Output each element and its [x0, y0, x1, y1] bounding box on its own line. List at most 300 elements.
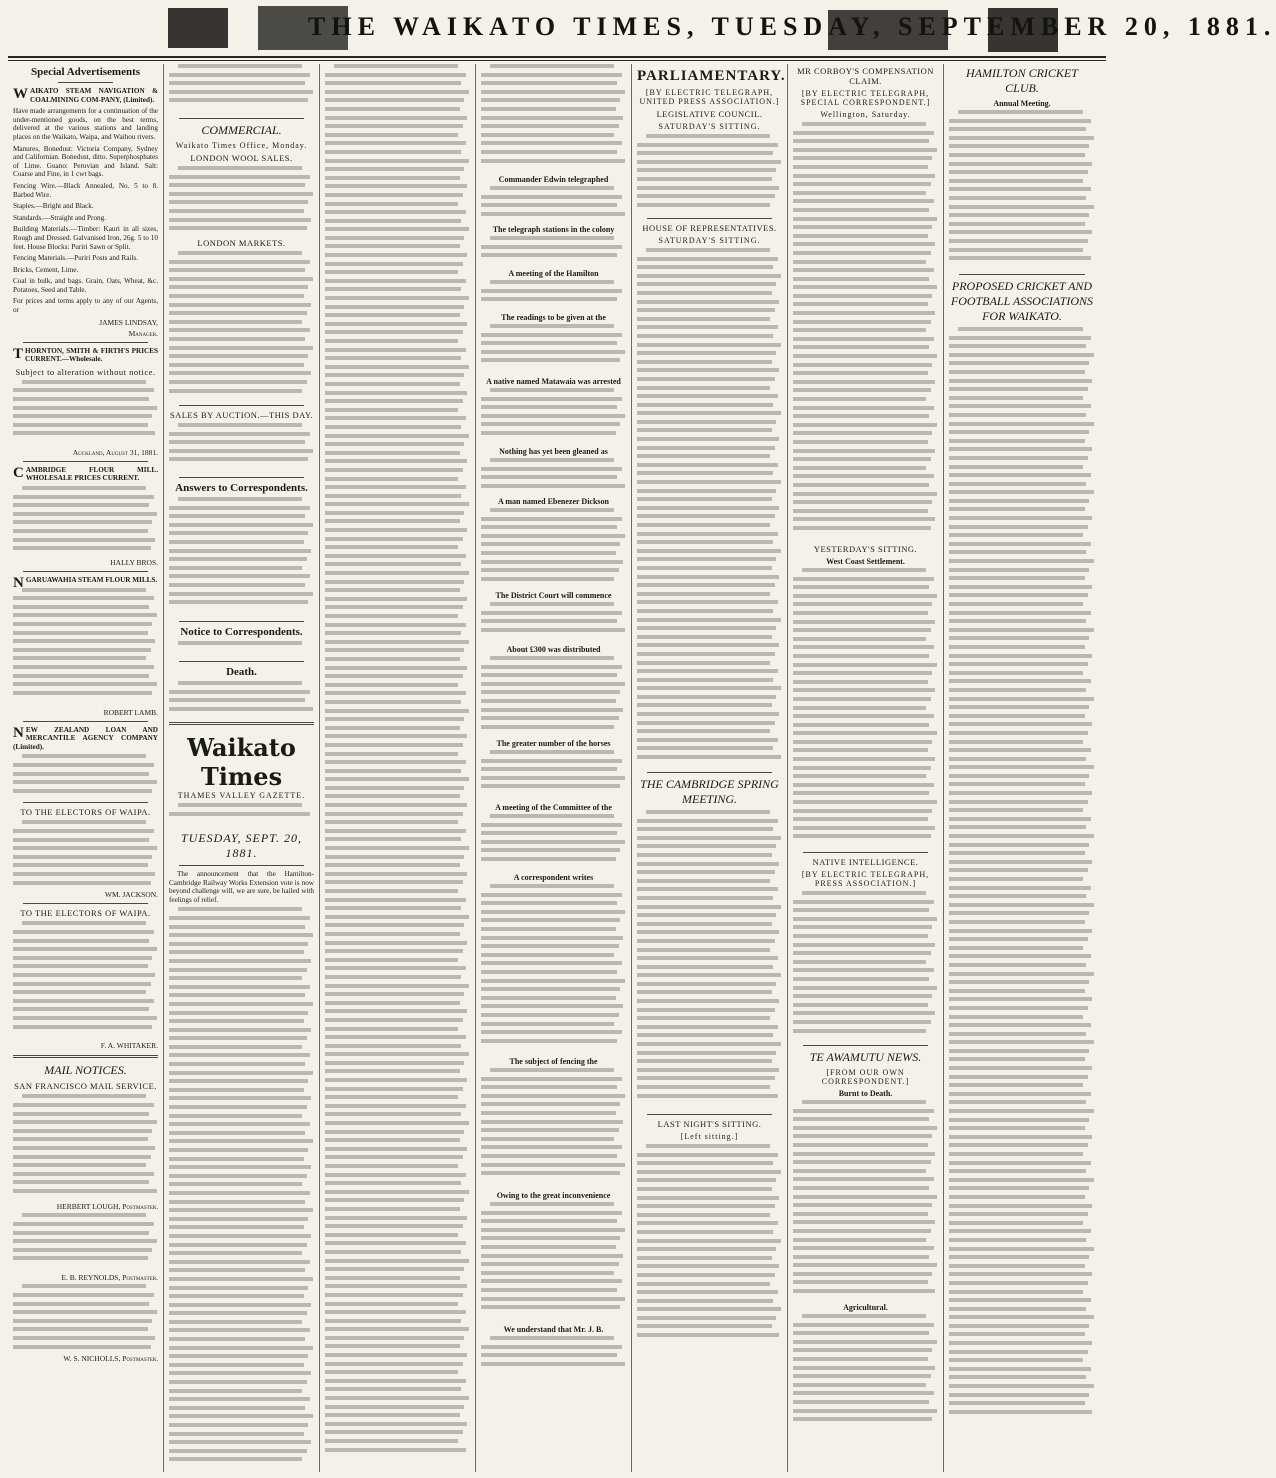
text-line	[13, 538, 155, 542]
text-line	[949, 1178, 1094, 1182]
column-7	[944, 64, 1100, 1472]
text-line	[13, 1129, 152, 1133]
divider	[179, 477, 304, 478]
article-body	[169, 166, 314, 236]
text-line	[949, 1152, 1083, 1156]
text-line	[793, 148, 937, 152]
text-line	[949, 127, 1086, 131]
text-line	[637, 540, 773, 544]
text-line	[637, 1051, 776, 1055]
news-item-lead: Commander Edwin telegraphed	[498, 175, 609, 184]
text-line	[637, 1178, 776, 1182]
signature: Manager.	[128, 328, 158, 338]
text-line	[325, 889, 458, 893]
text-line	[793, 637, 926, 641]
text-line	[637, 678, 773, 682]
text-line	[793, 1220, 935, 1224]
text-line	[325, 494, 461, 498]
text-line	[637, 643, 779, 647]
text-line	[949, 490, 1094, 494]
text-line	[637, 729, 770, 733]
text-line	[22, 820, 147, 824]
text-line	[481, 253, 617, 257]
text-line	[637, 1196, 779, 1200]
text-line	[793, 1272, 932, 1276]
text-line	[793, 174, 935, 178]
text-line	[793, 1357, 928, 1361]
text-line	[637, 257, 778, 261]
text-line	[637, 368, 779, 372]
text-line	[13, 406, 157, 410]
text-line	[949, 679, 1091, 683]
text-line	[169, 925, 305, 929]
text-line	[481, 961, 622, 965]
text-line	[637, 203, 770, 207]
issue-date: TUESDAY, SEPT. 20, 1881.	[180, 831, 303, 860]
text-line	[637, 282, 776, 286]
ad-nz-loan	[13, 726, 158, 752]
text-line	[481, 987, 620, 991]
text-line	[325, 1327, 469, 1331]
text-line	[793, 354, 937, 358]
text-line	[793, 371, 928, 375]
text-line	[481, 1120, 623, 1124]
text-line	[793, 1186, 929, 1190]
text-line	[793, 1263, 937, 1267]
text-line	[325, 330, 463, 334]
ad-cambridge-flour	[13, 466, 158, 483]
text-line	[793, 1417, 932, 1421]
text-line	[637, 990, 772, 994]
text-line	[637, 652, 775, 656]
text-line	[325, 116, 467, 120]
mail-service-subheading: SAN FRANCISCO MAIL SERVICE.	[14, 1081, 157, 1092]
ad-title: HORNTON, SMITH & FIRTH'S PRICES CURRENT.—Wholesale.	[25, 346, 158, 364]
text-line	[481, 996, 616, 1000]
text-line	[637, 1033, 773, 1037]
text-line	[325, 1173, 466, 1177]
text-line	[949, 894, 1086, 898]
text-line	[637, 695, 776, 699]
text-line	[169, 294, 304, 298]
text-line	[949, 1006, 1088, 1010]
text-line	[793, 1195, 937, 1199]
article-body	[481, 280, 626, 310]
text-line	[490, 656, 615, 660]
text-line	[325, 1413, 460, 1417]
cricket-club-heading: HAMILTON CRICKET CLUB.	[966, 66, 1078, 95]
text-line	[793, 457, 931, 461]
text-line	[481, 927, 616, 931]
auction-sales-heading: SALES BY AUCTION.—THIS DAY.	[169, 410, 314, 420]
text-line	[325, 1130, 464, 1134]
drop-cap: N	[13, 724, 24, 741]
text-line	[949, 550, 1086, 554]
text-line	[793, 1280, 928, 1284]
text-line	[949, 705, 1089, 709]
text-line	[481, 665, 622, 669]
text-line	[949, 248, 1083, 252]
text-line	[481, 1111, 616, 1115]
text-line	[481, 1254, 623, 1258]
text-line	[793, 1169, 926, 1173]
text-line	[949, 1384, 1094, 1388]
text-line	[169, 1457, 302, 1461]
ad-body	[13, 754, 158, 798]
text-line	[169, 1045, 302, 1049]
mail-body	[13, 1094, 158, 1202]
mail-notices-heading: MAIL NOTICES.	[44, 1063, 127, 1078]
text-line	[325, 571, 469, 575]
text-line	[793, 1348, 932, 1352]
text-line	[949, 119, 1091, 123]
text-line	[793, 645, 934, 649]
text-line	[325, 906, 461, 910]
text-line	[949, 1126, 1085, 1130]
text-line	[169, 1432, 304, 1436]
text-line	[178, 681, 303, 685]
text-line	[13, 503, 149, 507]
text-line	[637, 497, 772, 501]
text-line	[325, 348, 466, 352]
text-line	[481, 397, 622, 401]
text-line	[169, 1105, 307, 1109]
text-line	[949, 179, 1083, 183]
text-line	[481, 551, 616, 555]
text-line	[325, 399, 463, 403]
text-line	[325, 1078, 467, 1082]
article-body	[481, 814, 626, 870]
text-line	[169, 1200, 305, 1204]
text-line	[169, 1354, 308, 1358]
text-line	[637, 1221, 778, 1225]
text-line	[481, 297, 617, 301]
text-line	[793, 509, 928, 513]
text-line	[481, 1128, 619, 1132]
text-line	[637, 609, 773, 613]
article-body	[481, 656, 626, 736]
text-line	[481, 1163, 625, 1167]
text-line	[325, 133, 458, 137]
electors-notice-heading: TO THE ELECTORS OF WAIPA.	[20, 807, 151, 818]
masthead-area	[8, 2, 1276, 54]
text-line	[481, 1345, 622, 1349]
article-body	[481, 324, 626, 374]
text-line	[949, 843, 1089, 847]
text-line	[949, 980, 1089, 984]
text-line	[637, 879, 770, 883]
ad-title: AIKATO STEAM NAVIGATION & COALMINING COM-PANY, (Limited).	[30, 87, 158, 104]
text-line	[793, 397, 926, 401]
text-line	[325, 1284, 467, 1288]
text-line	[949, 1221, 1083, 1225]
text-line	[325, 863, 460, 867]
text-line	[793, 680, 928, 684]
article-body	[169, 251, 314, 401]
text-line	[481, 1145, 622, 1149]
signature: JAMES LINDSAY,	[99, 317, 158, 327]
text-line	[481, 1288, 617, 1292]
text-line	[325, 1069, 460, 1073]
text-line	[169, 993, 305, 997]
text-line	[949, 757, 1086, 761]
text-line	[481, 577, 614, 581]
text-line	[169, 557, 307, 561]
article-body	[481, 750, 626, 800]
text-line	[325, 1138, 460, 1142]
text-line	[802, 891, 927, 895]
text-line	[169, 1311, 307, 1315]
text-line	[325, 941, 467, 945]
text-line	[949, 731, 1088, 735]
text-line	[793, 1400, 929, 1404]
text-line	[949, 972, 1094, 976]
text-line	[325, 502, 469, 506]
text-line	[169, 1088, 304, 1092]
text-line	[637, 523, 770, 527]
text-line	[637, 746, 773, 750]
text-line	[949, 774, 1089, 778]
divider	[23, 571, 148, 572]
text-line	[325, 700, 461, 704]
mail-body	[13, 1213, 158, 1273]
text-line	[481, 1013, 619, 1017]
text-line	[958, 327, 1084, 331]
ad-paragraph: Fencing Wire.—Black Annealed, No. 5 to 8. Barbed Wire.	[13, 181, 158, 199]
text-line	[169, 933, 313, 937]
text-line	[949, 903, 1094, 907]
text-line	[325, 167, 464, 171]
text-line	[637, 168, 776, 172]
text-line	[637, 471, 773, 475]
text-line	[13, 780, 157, 784]
text-line	[169, 1371, 311, 1375]
text-line	[481, 341, 617, 345]
text-line	[13, 674, 149, 678]
text-line	[325, 391, 467, 395]
text-line	[481, 1039, 617, 1043]
text-line	[637, 844, 776, 848]
text-line	[793, 1109, 934, 1113]
column-3	[320, 64, 476, 1472]
text-line	[325, 442, 464, 446]
text-line	[22, 921, 147, 925]
text-line	[949, 782, 1085, 786]
text-line	[325, 356, 461, 360]
text-line	[637, 853, 772, 857]
text-line	[325, 1379, 466, 1383]
text-line	[325, 777, 469, 781]
text-line	[949, 1341, 1092, 1345]
text-line	[481, 725, 614, 729]
text-line	[793, 363, 932, 367]
text-line	[13, 397, 149, 401]
text-line	[169, 812, 310, 816]
special-advertisements-heading: Special Advertisements	[30, 66, 141, 78]
text-line	[793, 1020, 931, 1024]
text-line	[949, 937, 1088, 941]
text-line	[637, 480, 781, 484]
native-byline: [BY ELECTRIC TELEGRAPH, PRESS ASSOCIATION.]	[801, 870, 930, 888]
text-line	[793, 766, 931, 770]
text-line	[481, 98, 620, 102]
divider	[23, 802, 148, 803]
news-item-lead: The telegraph stations in the colony	[492, 225, 615, 234]
text-line	[169, 354, 308, 358]
text-line	[481, 1137, 614, 1141]
signature: W. S. NICHOLLS, Postmaster.	[63, 1354, 158, 1364]
text-line	[13, 1248, 152, 1252]
text-line	[325, 382, 460, 386]
text-line	[169, 942, 308, 946]
text-line	[481, 716, 619, 720]
text-line	[793, 585, 929, 589]
text-line	[325, 855, 464, 859]
text-line	[169, 1053, 310, 1057]
text-line	[13, 964, 148, 968]
text-line	[949, 1040, 1094, 1044]
text-line	[949, 1169, 1086, 1173]
columns	[8, 64, 1106, 1472]
divider	[803, 852, 928, 853]
text-line	[949, 144, 1089, 148]
text-line	[949, 353, 1094, 357]
text-line	[793, 1117, 929, 1121]
text-line	[325, 984, 469, 988]
text-line	[793, 251, 931, 255]
text-line	[325, 717, 464, 721]
text-line	[325, 820, 458, 824]
text-line	[169, 1294, 304, 1298]
text-line	[325, 966, 466, 970]
text-line	[13, 846, 157, 850]
article-body	[481, 388, 626, 444]
text-line	[793, 165, 928, 169]
text-line	[481, 776, 625, 780]
text-line	[325, 760, 466, 764]
text-line	[325, 210, 466, 214]
news-item-lead: A correspondent writes	[513, 873, 594, 882]
text-line	[481, 690, 620, 694]
text-line	[793, 1391, 934, 1395]
text-line	[325, 1216, 467, 1220]
text-line	[637, 896, 773, 900]
text-line	[949, 748, 1091, 752]
text-line	[637, 948, 770, 952]
article-body	[793, 1100, 938, 1300]
signature: HERBERT LOUGH, Postmaster.	[56, 1202, 158, 1212]
text-line	[481, 1305, 620, 1309]
text-line	[481, 1228, 625, 1232]
news-item-lead: We understand that Mr. J. B.	[503, 1325, 604, 1334]
news-item-lead: A meeting of the Hamilton	[508, 269, 599, 278]
text-line	[169, 959, 311, 963]
text-line	[949, 989, 1085, 993]
text-line	[793, 731, 937, 735]
text-line	[325, 1147, 467, 1151]
text-line	[637, 862, 779, 866]
text-line	[949, 205, 1094, 209]
text-line	[169, 1191, 310, 1195]
text-line	[637, 973, 781, 977]
masthead-title: THE WAIKATO TIMES, TUESDAY, SEPTEMBER 20, 1881.	[308, 12, 1276, 41]
electors-notice-heading: TO THE ELECTORS OF WAIPA.	[20, 908, 151, 919]
text-line	[949, 1410, 1092, 1414]
divider	[179, 661, 304, 662]
text-line	[13, 939, 149, 943]
text-line	[949, 1204, 1092, 1208]
text-line	[481, 979, 625, 983]
text-line	[325, 1302, 458, 1306]
text-line	[325, 657, 460, 661]
text-line	[949, 834, 1094, 838]
text-line	[793, 423, 937, 427]
text-line	[949, 611, 1091, 615]
text-line	[949, 593, 1088, 597]
text-line	[793, 1331, 929, 1335]
text-line	[325, 236, 464, 240]
text-line	[637, 566, 772, 570]
text-line	[169, 1389, 302, 1393]
ad-steam-navigation	[13, 87, 158, 104]
text-line	[637, 1333, 779, 1337]
text-line	[169, 690, 310, 694]
text-line	[169, 1217, 308, 1221]
text-line	[949, 430, 1089, 434]
text-line	[949, 542, 1091, 546]
text-line	[949, 714, 1085, 718]
text-line	[793, 156, 932, 160]
text-line	[637, 1299, 773, 1303]
text-line	[169, 449, 313, 453]
text-line	[949, 1075, 1088, 1079]
text-line	[949, 877, 1083, 881]
text-line	[949, 516, 1092, 520]
text-line	[793, 968, 934, 972]
text-line	[325, 537, 463, 541]
text-line	[949, 997, 1092, 1001]
text-line	[169, 600, 308, 604]
text-line	[793, 620, 935, 624]
text-line	[169, 1139, 313, 1143]
text-line	[949, 533, 1083, 537]
text-line	[793, 260, 926, 264]
house-day: SATURDAY'S SITTING.	[658, 236, 761, 245]
text-line	[169, 226, 307, 230]
text-line	[481, 1102, 620, 1106]
text-line	[481, 848, 620, 852]
text-line	[490, 1202, 615, 1206]
text-line	[169, 277, 313, 281]
corboy-byline: [BY ELECTRIC TELEGRAPH, SPECIAL CORRESPONDENT.]	[800, 89, 931, 107]
text-line	[13, 1231, 149, 1235]
text-line	[169, 260, 310, 264]
text-line	[793, 1238, 926, 1242]
text-line	[13, 423, 148, 427]
signature: F. A. WHITAKER.	[100, 1041, 158, 1051]
text-line	[637, 913, 776, 917]
text-line	[646, 248, 771, 252]
text-line	[169, 531, 308, 535]
text-line	[325, 519, 460, 523]
text-line	[325, 1181, 461, 1185]
text-line	[325, 253, 467, 257]
text-line	[13, 1146, 155, 1150]
text-line	[637, 506, 779, 510]
drop-cap: W	[13, 86, 28, 102]
text-line	[481, 1077, 622, 1081]
text-line	[949, 963, 1086, 967]
